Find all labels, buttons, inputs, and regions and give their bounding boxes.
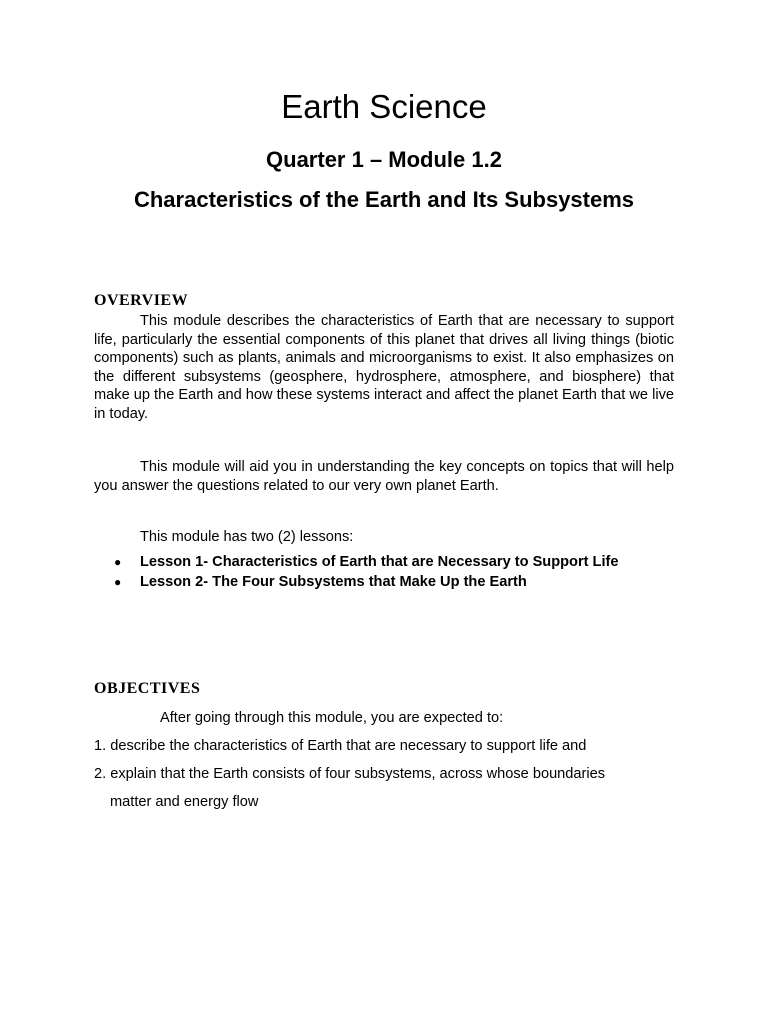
objectives-intro: After going through this module, you are expected to: xyxy=(160,710,504,726)
bullet-icon: ● xyxy=(114,574,122,589)
lesson-list xyxy=(94,553,674,592)
lesson-item-1 xyxy=(94,553,674,573)
lesson-label: Lesson 2- The Four Subsystems that Make Up the Earth xyxy=(140,573,527,590)
lesson-item-2 xyxy=(94,573,674,593)
overview-paragraph-3: This module has two (2) lessons: xyxy=(140,529,354,545)
objective-item-2: 2. explain that the Earth consists of four subsystems, across whose boundaries xyxy=(94,766,606,782)
objective-item-1: 1. describe the characteristics of Earth that are necessary to support life and xyxy=(94,738,587,754)
overview-paragraph-1: This module describes the characteristics of Earth that are necessary to support life, particularly the essential components of this planet that drives all living things (biotic components) such as plants, animals and microorganisms to exist. It also emphasizes on the different subsystems (geosphere, hydrosphere, atmosphere, and biosphere) that make up the Earth and how these systems interact and affect the planet Earth that we live in today. xyxy=(94,313,674,422)
topic-subtitle: Characteristics of the Earth and Its Subsystems xyxy=(133,187,635,212)
document-title: Earth Science xyxy=(281,88,487,125)
objective-item-2-continuation: matter and energy flow xyxy=(110,794,259,810)
objectives-heading: OBJECTIVES xyxy=(94,680,201,697)
bullet-icon: ● xyxy=(114,555,122,569)
overview-heading: OVERVIEW xyxy=(94,292,189,309)
overview-paragraph-2: This module will aid you in understanding the key concepts on topics that will help you answer the questions related to our very own planet Earth. xyxy=(94,459,674,494)
module-subtitle: Quarter 1 – Module 1.2 xyxy=(266,147,502,172)
lesson-label: Lesson 1- Characteristics of Earth that are Necessary to Support Life xyxy=(140,554,619,570)
